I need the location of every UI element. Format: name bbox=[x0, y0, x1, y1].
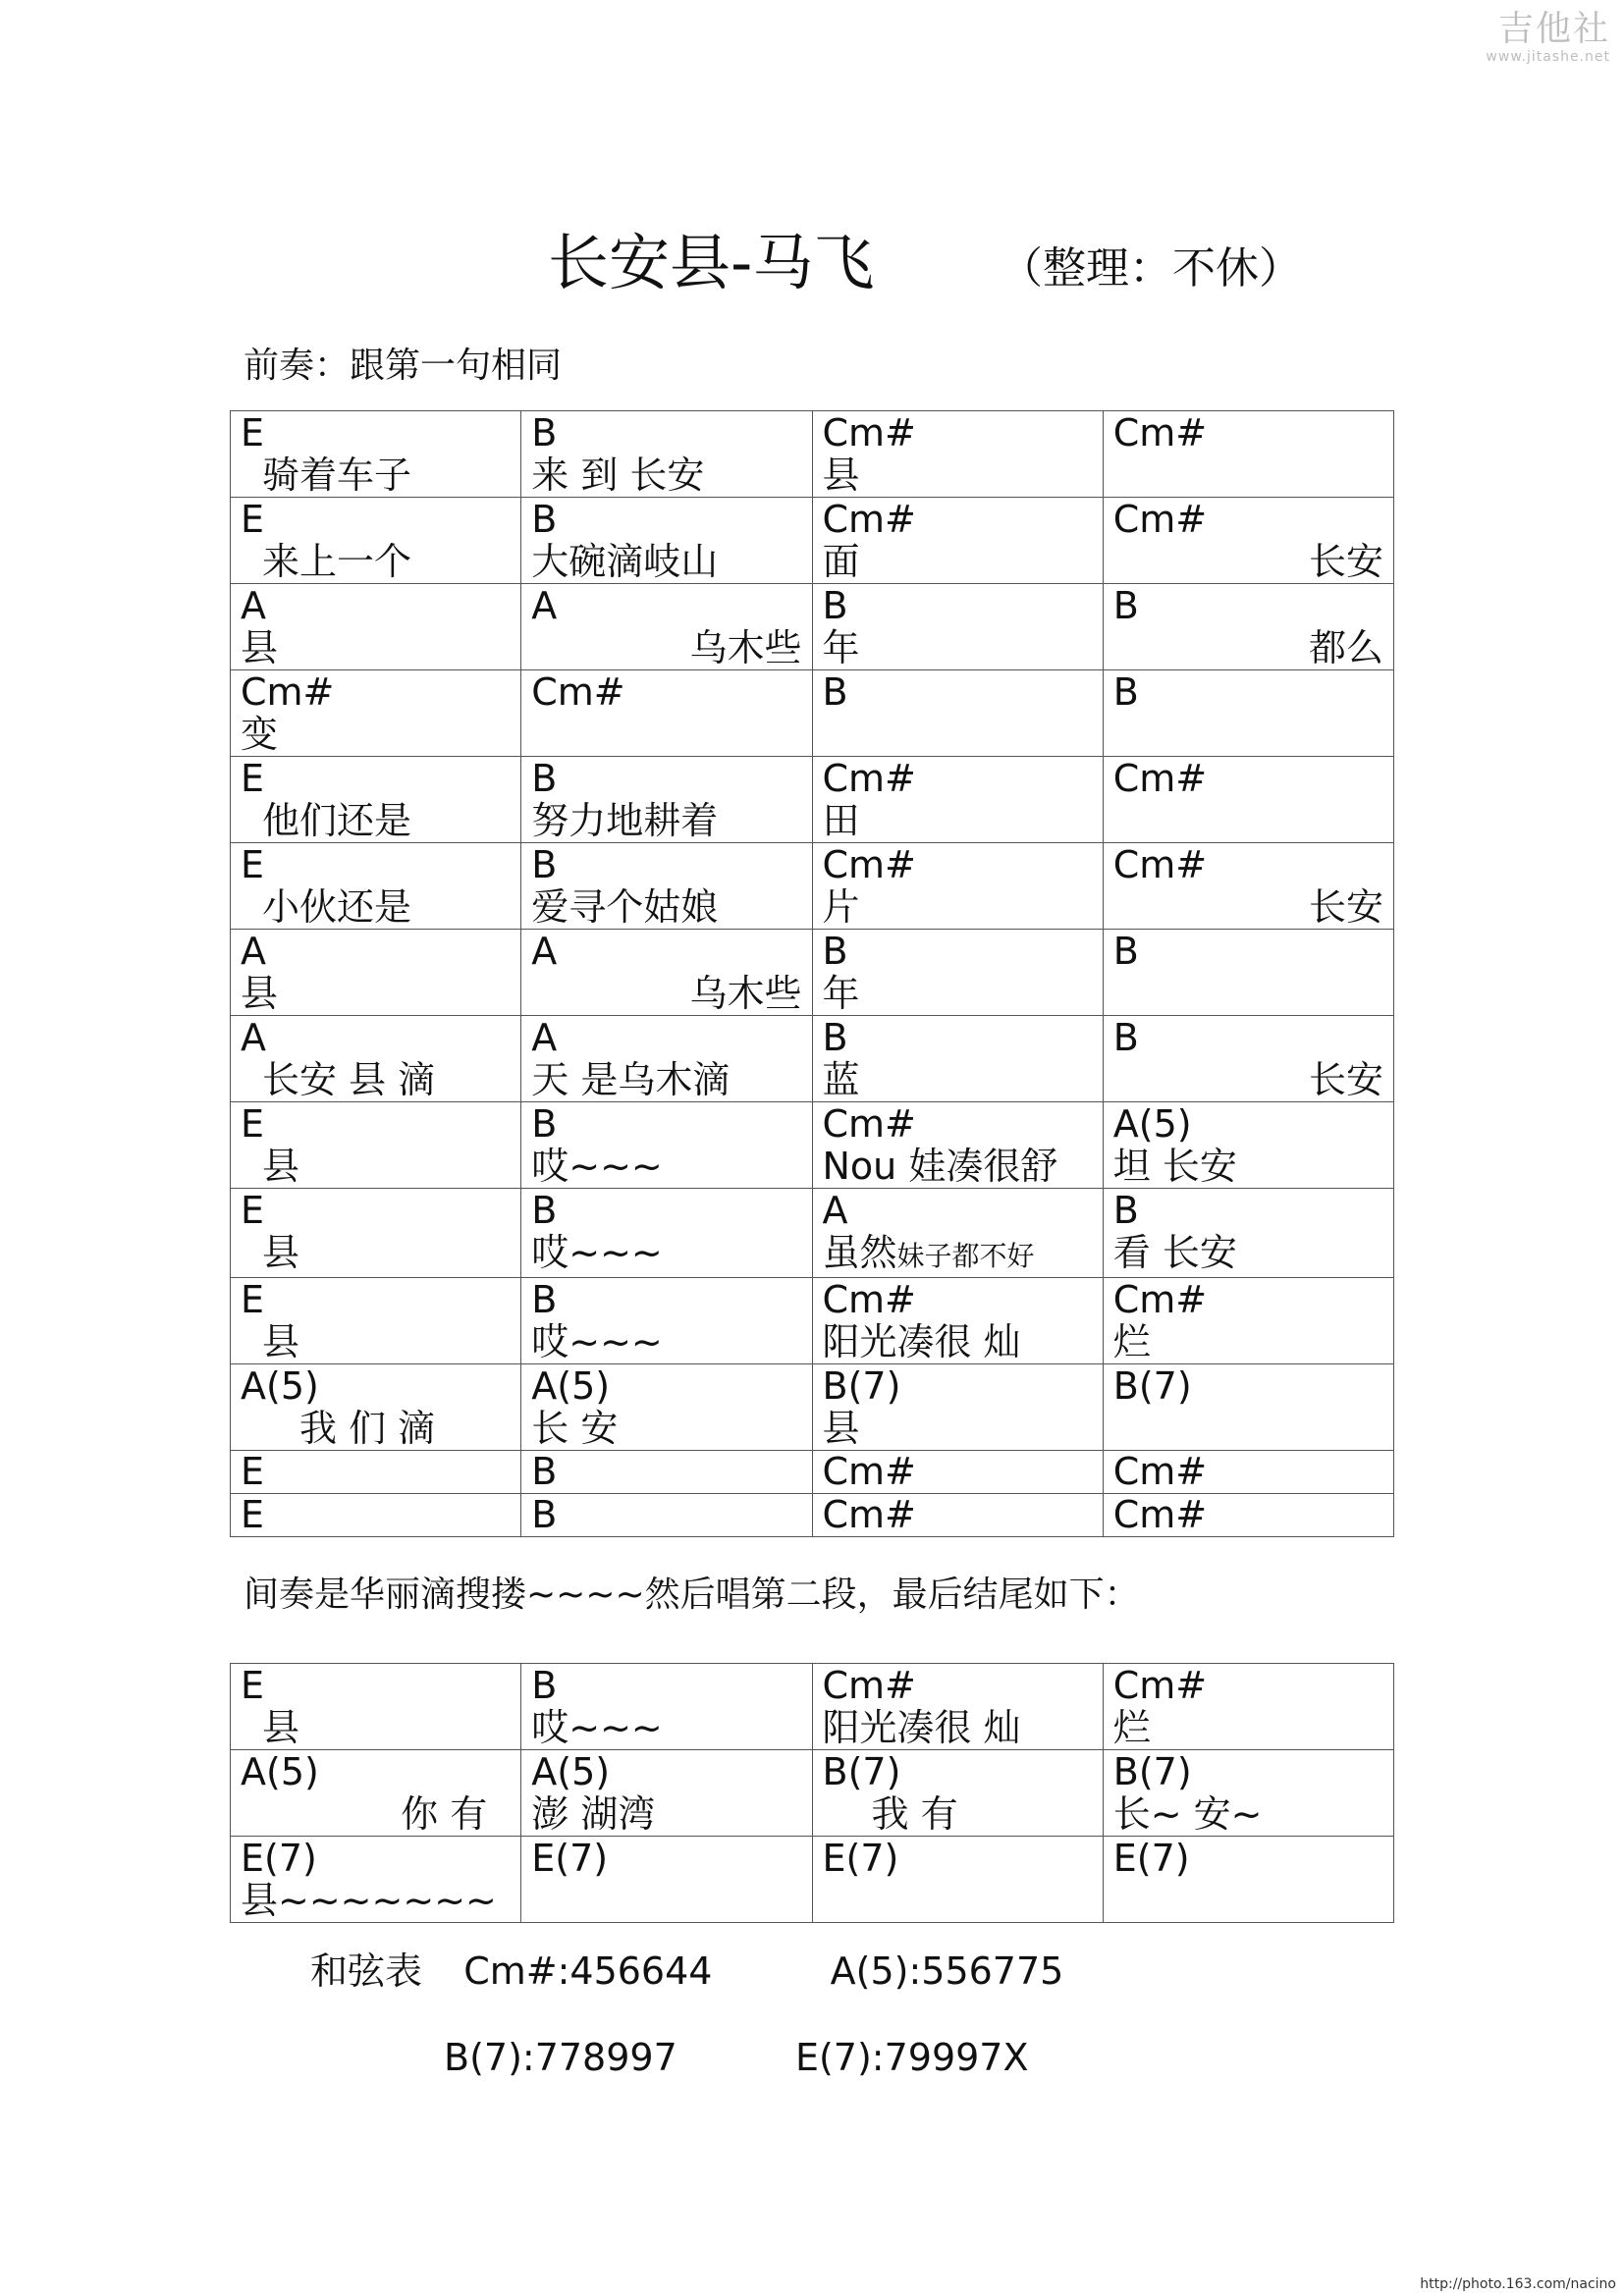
chord-name: E bbox=[241, 1664, 265, 1707]
lyric-segment: 烂 bbox=[1112, 1320, 1151, 1363]
lyric-segment: 哎~~~ bbox=[531, 1706, 663, 1749]
chord-name: E bbox=[241, 1278, 265, 1321]
lyric-segment: 县 bbox=[822, 454, 860, 497]
chord-cell bbox=[1103, 1189, 1393, 1278]
chord-cell bbox=[231, 1102, 521, 1189]
lyric-segment: 年 bbox=[822, 626, 860, 669]
chord-row bbox=[231, 1664, 1394, 1750]
lyric-segment: 蓝 bbox=[822, 1058, 860, 1101]
chord-row bbox=[231, 930, 1394, 1016]
chord-cell bbox=[521, 1494, 812, 1537]
chord-cell bbox=[812, 584, 1103, 670]
chord-cell bbox=[812, 498, 1103, 584]
lyric-segment: 县 bbox=[262, 1145, 300, 1188]
chord-name: Cm# bbox=[822, 843, 916, 886]
chord-cell bbox=[1103, 757, 1393, 843]
lyric-text bbox=[1113, 1146, 1383, 1188]
lyric-text bbox=[241, 714, 511, 756]
chord-name: B bbox=[531, 1493, 558, 1536]
chord-cell bbox=[1103, 930, 1393, 1016]
song-title: 长安县-马飞 bbox=[548, 227, 875, 298]
chord-name: A(5) bbox=[241, 1364, 319, 1408]
lyric-segment: 他们还是 bbox=[262, 799, 412, 842]
chord-name: Cm# bbox=[1112, 1450, 1208, 1493]
lyric-text bbox=[241, 1408, 511, 1450]
chord-table-line-2 bbox=[444, 2034, 1029, 2081]
chord-name: A(5) bbox=[531, 1364, 611, 1408]
lyric-segment: 长安 县 滴 bbox=[262, 1058, 436, 1101]
lyric-text bbox=[1113, 1793, 1383, 1836]
chord-cell bbox=[812, 1278, 1103, 1364]
chord-name: B bbox=[1112, 930, 1139, 973]
lyric-segment: 都么 bbox=[1308, 626, 1383, 669]
chord-name: Cm# bbox=[1112, 1664, 1208, 1707]
chord-name: Cm# bbox=[822, 1493, 916, 1536]
lyric-segment: 大碗滴岐山 bbox=[531, 540, 719, 583]
chord-cell bbox=[1103, 1102, 1393, 1189]
chord-name: B bbox=[1112, 1189, 1139, 1232]
chord-cell bbox=[812, 843, 1103, 930]
chord-table-label: 和弦表 bbox=[310, 1949, 423, 1993]
chord-cell bbox=[521, 584, 812, 670]
chord-name: Cm# bbox=[1112, 843, 1208, 886]
chord-cell bbox=[521, 1837, 812, 1923]
lyric-text bbox=[531, 973, 801, 1015]
footer-url: http://photo.163.com/nacino bbox=[1420, 2276, 1616, 2292]
chord-row bbox=[231, 1750, 1394, 1837]
chord-cell bbox=[521, 930, 812, 1016]
chord-grid-ending bbox=[230, 1663, 1394, 1923]
chord-name: Cm# bbox=[531, 670, 625, 714]
lyric-text bbox=[823, 886, 1093, 929]
chord-cell bbox=[521, 757, 812, 843]
chord-name: A(5) bbox=[1112, 1102, 1192, 1146]
lyric-text bbox=[531, 1707, 801, 1749]
lyric-text bbox=[531, 1793, 801, 1836]
chord-name: B bbox=[531, 1102, 558, 1146]
chord-name: B bbox=[531, 498, 558, 541]
chord-name: B bbox=[822, 930, 848, 973]
chord-cell bbox=[812, 670, 1103, 757]
arranger-credit: （整理：不休） bbox=[1000, 243, 1302, 294]
lyric-segment: 长~ 安~ bbox=[1112, 1792, 1263, 1836]
lyric-text bbox=[823, 1707, 1093, 1749]
lyric-text bbox=[531, 541, 801, 583]
lyric-segment: 坦 长安 bbox=[1112, 1145, 1237, 1188]
chord-row bbox=[231, 584, 1394, 670]
chord-name: B(7) bbox=[822, 1750, 901, 1793]
chord-row bbox=[231, 411, 1394, 498]
lyric-segment: 县 bbox=[262, 1320, 300, 1363]
lyric-text bbox=[241, 1146, 511, 1188]
chord-cell bbox=[231, 584, 521, 670]
lyric-segment: 长安 bbox=[1308, 1058, 1383, 1101]
chord-name: E bbox=[241, 1189, 265, 1232]
lyric-text bbox=[531, 454, 801, 497]
chord-cell bbox=[231, 1837, 521, 1923]
chord-name: B bbox=[531, 1278, 558, 1321]
chord-cell bbox=[812, 1102, 1103, 1189]
lyric-text bbox=[531, 1408, 801, 1450]
lyric-segment: 我 有 bbox=[871, 1792, 958, 1836]
chord-cell bbox=[812, 411, 1103, 498]
lyric-text bbox=[531, 1059, 801, 1101]
lyric-text bbox=[241, 1793, 511, 1836]
watermark bbox=[1486, 10, 1610, 65]
chord-cell bbox=[1103, 1837, 1393, 1923]
lyric-text bbox=[531, 1321, 801, 1363]
lyric-segment: 烂 bbox=[1112, 1706, 1151, 1749]
chord-cell bbox=[231, 1016, 521, 1102]
chord-name: B bbox=[822, 1016, 848, 1059]
lyric-segment: 县 bbox=[262, 1706, 300, 1749]
lyric-segment-small: 妹子都不好 bbox=[896, 1240, 1035, 1272]
chord-cell bbox=[812, 1664, 1103, 1750]
chord-name: A(5) bbox=[241, 1750, 319, 1793]
lyric-segment: 看 长安 bbox=[1112, 1231, 1237, 1274]
chord-name: Cm# bbox=[822, 757, 916, 800]
chord-fingering: E(7):79997X bbox=[794, 2036, 1029, 2079]
chord-cell bbox=[231, 1451, 521, 1494]
chord-name: B bbox=[531, 1450, 558, 1493]
lyric-segment: 澎 湖湾 bbox=[531, 1792, 656, 1836]
chord-name: B bbox=[531, 1189, 558, 1232]
chord-fingering: Cm#:456644 bbox=[463, 1949, 713, 1993]
chord-name: Cm# bbox=[822, 498, 916, 541]
chord-name: B(7) bbox=[1112, 1364, 1192, 1408]
chord-cell bbox=[231, 498, 521, 584]
chord-name: Cm# bbox=[1112, 1493, 1208, 1536]
lyric-text bbox=[823, 454, 1093, 497]
lyric-segment: 我 们 滴 bbox=[299, 1407, 436, 1450]
chord-row bbox=[231, 1189, 1394, 1278]
chord-cell bbox=[812, 1451, 1103, 1494]
chord-cell bbox=[521, 1664, 812, 1750]
chord-cell bbox=[1103, 670, 1393, 757]
lyric-segment: 阳光凑很 灿 bbox=[822, 1706, 1021, 1749]
chord-row bbox=[231, 757, 1394, 843]
chord-cell bbox=[521, 1750, 812, 1837]
lyric-text bbox=[241, 973, 511, 1015]
lyric-text bbox=[823, 973, 1093, 1015]
chord-name: B(7) bbox=[1112, 1750, 1192, 1793]
chord-cell bbox=[231, 843, 521, 930]
lyric-text bbox=[241, 627, 511, 669]
chord-name: E(7) bbox=[531, 1837, 609, 1880]
chord-row bbox=[231, 1494, 1394, 1537]
chord-name: B bbox=[822, 584, 848, 627]
chord-cell bbox=[1103, 1278, 1393, 1364]
chord-name: Cm# bbox=[822, 1664, 916, 1707]
watermark-url: www.jitashe.net bbox=[1486, 49, 1610, 65]
chord-cell bbox=[231, 930, 521, 1016]
lyric-segment: 县~~~~~~~ bbox=[241, 1879, 497, 1922]
lyric-segment: 骑着车子 bbox=[262, 454, 412, 497]
chord-row bbox=[231, 1837, 1394, 1923]
intro-note: 前奏：跟第一句相同 bbox=[244, 346, 563, 386]
lyric-text bbox=[531, 1232, 801, 1274]
chord-cell bbox=[1103, 843, 1393, 930]
chord-name: Cm# bbox=[1112, 757, 1208, 800]
lyric-text bbox=[241, 1707, 511, 1749]
chord-table-line-1 bbox=[310, 1948, 1063, 1995]
chord-row bbox=[231, 670, 1394, 757]
lyric-text bbox=[241, 1321, 511, 1363]
lyric-segment: 长安 bbox=[1308, 540, 1383, 583]
chord-name: B bbox=[531, 411, 558, 454]
chord-cell bbox=[1103, 498, 1393, 584]
chord-cell bbox=[812, 757, 1103, 843]
lyric-text bbox=[241, 541, 511, 583]
chord-name: B(7) bbox=[822, 1364, 901, 1408]
chord-name: A bbox=[531, 584, 558, 627]
chord-cell bbox=[231, 1494, 521, 1537]
lyric-text bbox=[241, 1059, 511, 1101]
lyric-text bbox=[1113, 1321, 1383, 1363]
lyric-text bbox=[1113, 627, 1383, 669]
chord-name: B bbox=[531, 843, 558, 886]
chord-name: E(7) bbox=[822, 1837, 899, 1880]
chord-cell bbox=[812, 1494, 1103, 1537]
chord-row bbox=[231, 1364, 1394, 1451]
chord-cell bbox=[1103, 1364, 1393, 1451]
chord-cell bbox=[1103, 584, 1393, 670]
chord-cell bbox=[521, 1278, 812, 1364]
lyric-text bbox=[241, 800, 511, 842]
chord-cell bbox=[231, 670, 521, 757]
chord-name: B bbox=[1112, 584, 1139, 627]
lyric-segment: Nou 娃凑很舒 bbox=[822, 1145, 1058, 1188]
lyric-text bbox=[823, 1146, 1093, 1188]
lyric-text bbox=[823, 1408, 1093, 1450]
chord-name: Cm# bbox=[1112, 498, 1208, 541]
chord-cell bbox=[1103, 1750, 1393, 1837]
chord-name: E bbox=[241, 1493, 265, 1536]
lyric-segment: 长 安 bbox=[531, 1407, 619, 1450]
lyric-segment: 乌木些 bbox=[689, 626, 802, 669]
chord-cell bbox=[812, 930, 1103, 1016]
chord-cell bbox=[1103, 1451, 1393, 1494]
chord-cell bbox=[812, 1750, 1103, 1837]
lyric-segment: 爱寻个姑娘 bbox=[531, 885, 719, 929]
chord-name: E(7) bbox=[1112, 1837, 1190, 1880]
chord-name: A bbox=[241, 930, 266, 973]
lyric-segment: 天 是乌木滴 bbox=[531, 1058, 731, 1101]
chord-cell bbox=[1103, 1664, 1393, 1750]
lyric-segment: 年 bbox=[822, 972, 860, 1015]
chord-row bbox=[231, 1016, 1394, 1102]
chord-name: A bbox=[822, 1189, 848, 1232]
chord-name: Cm# bbox=[822, 1450, 916, 1493]
lyric-text bbox=[823, 1793, 1093, 1836]
lyric-text bbox=[823, 1232, 1093, 1277]
chord-cell bbox=[812, 1837, 1103, 1923]
chord-cell bbox=[812, 1189, 1103, 1278]
lyric-segment: 小伙还是 bbox=[262, 885, 412, 929]
chord-cell bbox=[1103, 1016, 1393, 1102]
chord-name: A bbox=[241, 584, 266, 627]
lyric-text bbox=[531, 886, 801, 929]
chord-name: Cm# bbox=[822, 1102, 916, 1146]
lyric-segment: 阳光凑很 灿 bbox=[822, 1320, 1021, 1363]
lyric-segment: 县 bbox=[241, 626, 279, 669]
chord-name: Cm# bbox=[1112, 1278, 1208, 1321]
chord-name: B bbox=[531, 757, 558, 800]
chord-cell bbox=[521, 1364, 812, 1451]
chord-cell bbox=[231, 1664, 521, 1750]
lyric-segment: 长安 bbox=[1308, 885, 1383, 929]
chord-cell bbox=[231, 1364, 521, 1451]
lyric-text bbox=[241, 886, 511, 929]
chord-cell bbox=[1103, 1494, 1393, 1537]
lyric-segment: 哎~~~ bbox=[531, 1320, 663, 1363]
chord-cell bbox=[231, 757, 521, 843]
lyric-segment: 虽然 bbox=[822, 1231, 897, 1274]
lyric-text bbox=[823, 1321, 1093, 1363]
chord-row bbox=[231, 1102, 1394, 1189]
chord-cell bbox=[231, 1750, 521, 1837]
chord-name: E bbox=[241, 498, 265, 541]
lyric-segment: 县 bbox=[822, 1407, 860, 1450]
chord-cell bbox=[521, 1451, 812, 1494]
lyric-text bbox=[1113, 886, 1383, 929]
lyric-text bbox=[531, 1146, 801, 1188]
lyric-text bbox=[241, 1232, 511, 1274]
chord-name: B bbox=[531, 1664, 558, 1707]
lyric-text bbox=[241, 1880, 511, 1922]
lyric-segment: 你 有 bbox=[401, 1792, 488, 1836]
chord-cell bbox=[521, 498, 812, 584]
chord-name: E(7) bbox=[241, 1837, 317, 1880]
chord-name: Cm# bbox=[822, 1278, 916, 1321]
chord-name: A bbox=[531, 930, 558, 973]
chord-name: E bbox=[241, 757, 265, 800]
chord-cell bbox=[521, 843, 812, 930]
lyric-text bbox=[241, 454, 511, 497]
lyric-segment: 面 bbox=[822, 540, 860, 583]
chord-cell bbox=[231, 1278, 521, 1364]
chord-cell bbox=[231, 411, 521, 498]
chord-cell bbox=[521, 411, 812, 498]
lyric-text bbox=[531, 627, 801, 669]
lyric-segment: 片 bbox=[822, 885, 860, 929]
lyric-segment: 县 bbox=[241, 972, 279, 1015]
chord-name: A(5) bbox=[531, 1750, 611, 1793]
chord-name: Cm# bbox=[822, 411, 916, 454]
lyric-text bbox=[823, 800, 1093, 842]
chord-name: E bbox=[241, 843, 265, 886]
lyric-text bbox=[823, 541, 1093, 583]
chord-fingering: A(5):556775 bbox=[830, 1949, 1064, 1993]
chord-cell bbox=[521, 1016, 812, 1102]
chord-name: A bbox=[241, 1016, 266, 1059]
lyric-text bbox=[823, 1059, 1093, 1101]
chord-row bbox=[231, 1451, 1394, 1494]
interlude-note: 间奏是华丽滴搜搂~~~~然后唱第二段，最后结尾如下： bbox=[244, 1575, 1140, 1615]
lyric-text bbox=[823, 627, 1093, 669]
lyric-segment: 努力地耕着 bbox=[531, 799, 719, 842]
chord-name: Cm# bbox=[241, 670, 335, 714]
chord-cell bbox=[231, 1189, 521, 1278]
chord-cell bbox=[812, 1016, 1103, 1102]
lyric-segment: 来上一个 bbox=[262, 540, 412, 583]
lyric-text bbox=[531, 800, 801, 842]
lyric-text bbox=[1113, 541, 1383, 583]
watermark-logo: 吉他社 bbox=[1497, 9, 1610, 49]
lyric-text bbox=[1113, 1707, 1383, 1749]
chord-name: A bbox=[531, 1016, 558, 1059]
chord-cell bbox=[521, 1189, 812, 1278]
chord-name: Cm# bbox=[1112, 411, 1208, 454]
lyric-segment: 哎~~~ bbox=[531, 1231, 663, 1274]
lyric-segment: 变 bbox=[241, 713, 279, 756]
chord-row bbox=[231, 843, 1394, 930]
chord-row bbox=[231, 498, 1394, 584]
lyric-text bbox=[1113, 1232, 1383, 1274]
lyric-segment: 乌木些 bbox=[689, 972, 802, 1015]
chord-grid-main bbox=[230, 410, 1394, 1537]
chord-fingering: B(7):778997 bbox=[444, 2036, 677, 2079]
chord-name: B bbox=[1112, 1016, 1139, 1059]
lyric-segment: 县 bbox=[262, 1231, 300, 1274]
chord-name: E bbox=[241, 1102, 265, 1146]
chord-cell bbox=[521, 1102, 812, 1189]
lyric-segment: 哎~~~ bbox=[531, 1145, 663, 1188]
chord-name: B bbox=[822, 670, 848, 714]
chord-name: E bbox=[241, 1450, 265, 1493]
chord-row bbox=[231, 1278, 1394, 1364]
chord-name: E bbox=[241, 411, 265, 454]
chord-cell bbox=[521, 670, 812, 757]
lyric-segment: 来 到 长安 bbox=[531, 454, 705, 497]
lyric-segment: 田 bbox=[822, 799, 860, 842]
lyric-text bbox=[1113, 1059, 1383, 1101]
chord-cell bbox=[1103, 411, 1393, 498]
chord-cell bbox=[812, 1364, 1103, 1451]
chord-name: B bbox=[1112, 670, 1139, 714]
